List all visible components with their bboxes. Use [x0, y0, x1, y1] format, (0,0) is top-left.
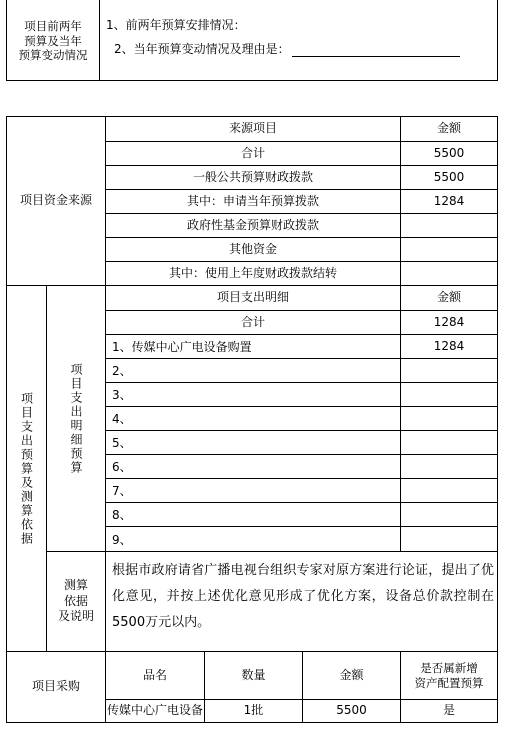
- expenditure-item-amount: [401, 455, 497, 478]
- expenditure-item: 3、: [112, 388, 132, 402]
- budget-change-blank: [292, 44, 460, 57]
- budget-history-line1: 1、前两年预算安排情况：: [106, 18, 246, 32]
- expenditure-item: 4、: [112, 412, 132, 426]
- procurement-row-name: 传媒中心广电设备: [106, 703, 203, 718]
- calculation-basis-label: 测算 依据 及说明: [57, 578, 94, 624]
- expenditure-item-amount: [401, 407, 497, 430]
- calculation-basis-text: 根据市政府请省广播电视台组织专家对原方案进行论证，提出了优化意见，并按上述优化意见形成了优化方案，设备总价款控制在5500万元以内。: [112, 563, 494, 630]
- expenditure-item: 2、: [112, 364, 132, 378]
- budget-change-line2: [114, 40, 460, 57]
- expenditure-item-amount: 1284: [433, 338, 465, 353]
- expenditure-item: 8、: [112, 508, 132, 522]
- expenditure-detail-label: 项目支出明细预算: [69, 362, 83, 475]
- procurement-header-qty: 数量: [241, 667, 266, 682]
- funding-row-amount: [401, 214, 497, 237]
- funding-row-item: 一般公共预算财政拨款: [192, 169, 313, 184]
- funding-row-amount: 1284: [433, 193, 465, 208]
- funding-source-label: 项目资金来源: [19, 193, 92, 208]
- expenditure-item: 1、传媒中心广电设备购置: [112, 340, 252, 354]
- expenditure-item-amount: [401, 527, 497, 551]
- expenditure-item: 5、: [112, 436, 132, 450]
- funding-row-amount: 5500: [433, 169, 465, 184]
- funding-row-amount: 5500: [433, 145, 465, 160]
- procurement-label: 项目采购: [31, 679, 80, 694]
- funding-header-amount: 金额: [436, 121, 461, 136]
- funding-row-item: 合计: [240, 145, 265, 160]
- procurement-header-amount: 金额: [339, 667, 364, 682]
- budget-change-label: 2、当年预算变动情况及理由是：: [114, 42, 290, 56]
- expenditure-item-amount: [401, 503, 497, 526]
- expenditure-header-item: 项目支出明细: [216, 290, 289, 305]
- expenditure-item: 9、: [112, 532, 132, 547]
- expenditure-item-amount: [401, 383, 497, 406]
- expenditure-total-amount: 1284: [433, 314, 465, 329]
- funding-row-item: 其他资金: [228, 241, 277, 256]
- expenditure-outer-label: 项目支出预算及测算依据: [19, 391, 34, 546]
- expenditure-item: 7、: [112, 484, 132, 498]
- expenditure-header-amount: 金额: [436, 290, 461, 305]
- funding-row-amount: [401, 262, 497, 285]
- funding-header-item: 来源项目: [228, 121, 277, 136]
- budget-history-label: 项目前两年 预算及当年 预算变动情况: [18, 18, 88, 63]
- expenditure-item-amount: [401, 359, 497, 382]
- expenditure-item: 6、: [112, 460, 132, 474]
- procurement-header-new-asset: 是否属新增 资产配置预算: [414, 660, 484, 690]
- expenditure-item-amount: [401, 479, 497, 502]
- funding-row-item: 其中：使用上年度财政拨款结转: [168, 265, 337, 280]
- funding-row-item: 政府性基金预算财政拨款: [186, 217, 319, 232]
- funding-row-amount: [401, 238, 497, 261]
- procurement-row-new-asset: 是: [442, 703, 455, 718]
- expenditure-item-amount: [401, 431, 497, 454]
- procurement-row-amount: 5500: [336, 703, 367, 718]
- funding-row-item: 其中：申请当年预算拨款: [186, 193, 319, 208]
- procurement-row-qty: 1批: [243, 703, 264, 718]
- expenditure-total-label: 合计: [240, 314, 265, 329]
- procurement-header-name: 品名: [142, 667, 167, 682]
